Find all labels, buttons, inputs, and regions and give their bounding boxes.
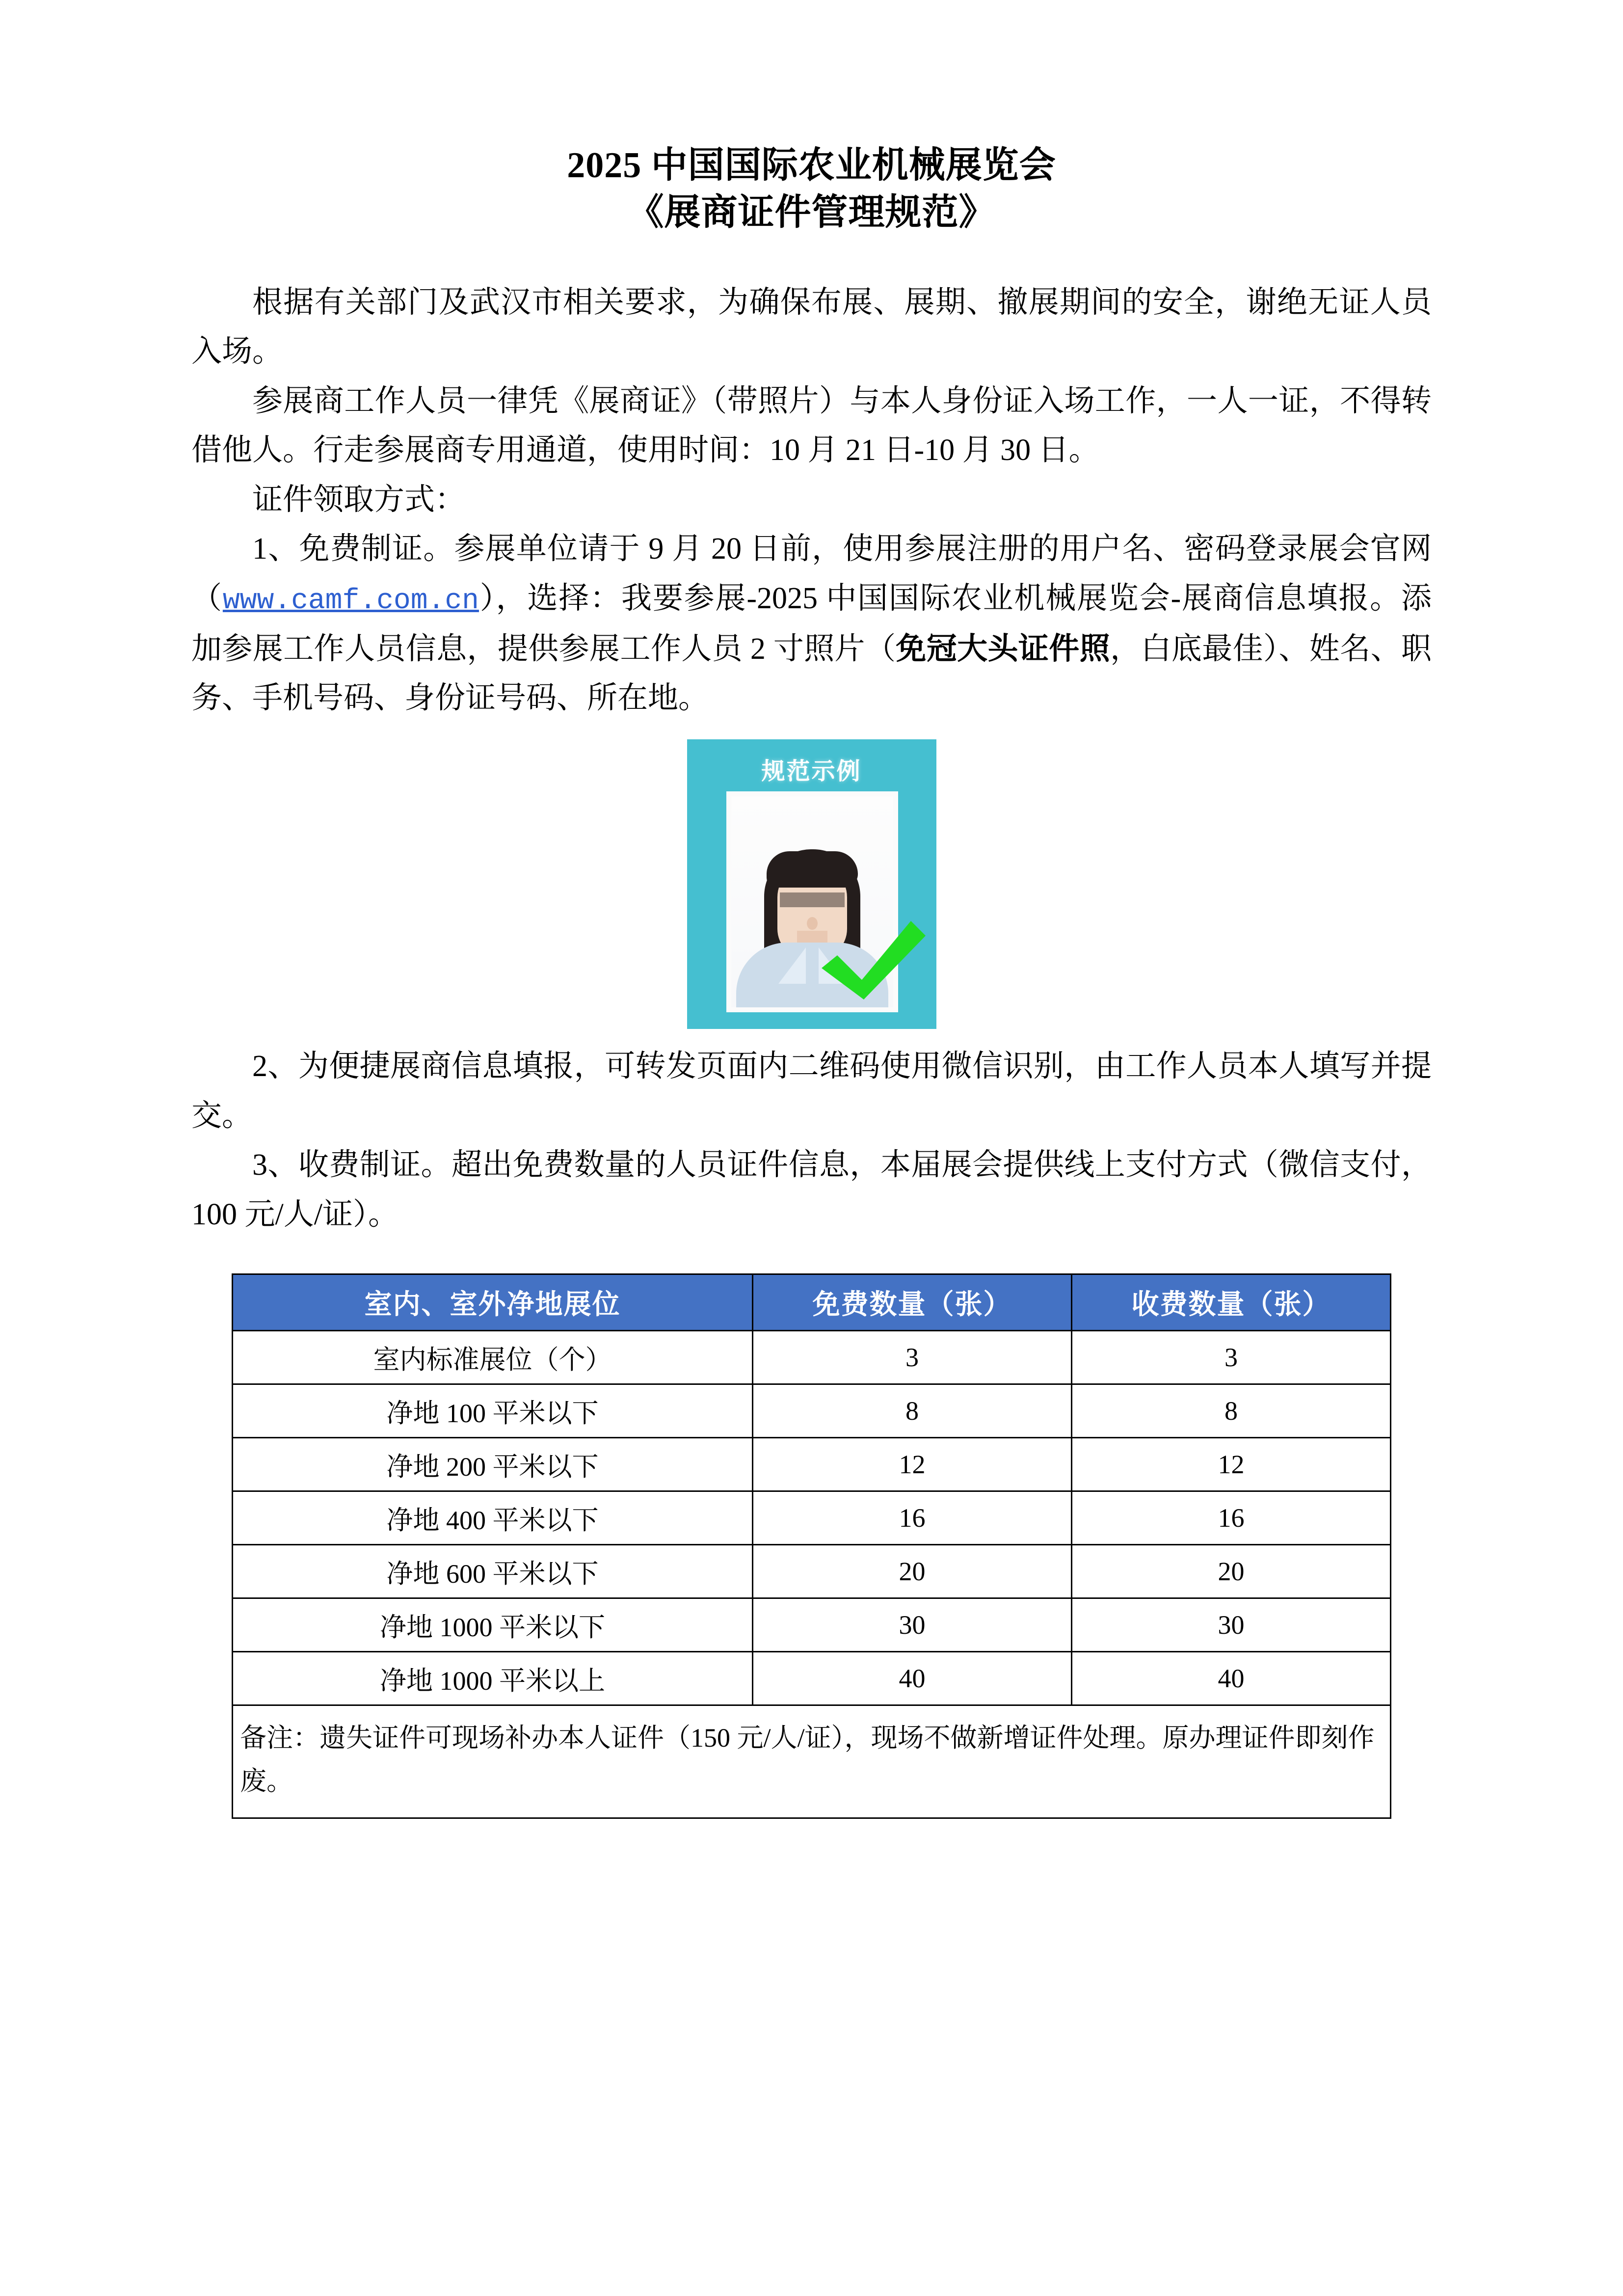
portrait-eye-redaction-bar <box>780 892 845 907</box>
list-item-paid-badge: 3、收费制证。超出免费数量的人员证件信息，本届展会提供线上支付方式（微信支付，100 元/人/证）。 <box>191 1148 1432 1231</box>
cell-booth-type: 净地 1000 平米以上 <box>233 1652 753 1705</box>
free-badge-text-emphasis: 免冠大头证件照 <box>896 632 1111 666</box>
table-row <box>233 1491 1391 1545</box>
table-note: 备注：遗失证件可现场补办本人证件（150 元/人/证），现场不做新增证件处理。原办理证件即刻作废。 <box>233 1705 1391 1818</box>
cell-free-count: 16 <box>753 1491 1072 1545</box>
column-header-paid-count: 收费数量（张） <box>1072 1274 1391 1331</box>
table-note-row <box>233 1705 1391 1818</box>
table-row <box>233 1331 1391 1384</box>
cell-booth-type: 室内标准展位（个） <box>233 1331 753 1384</box>
table-row <box>233 1598 1391 1652</box>
free-badge-text-part-1: 1、免费制证。参展单位请于 9 月 20 日前，使用参展注册的用户名、密码登录展会官网（ <box>191 532 1432 615</box>
free-badge-text-part-3: ，白底最佳）、姓名、职务、手机号码、身份证号码、所在地。 <box>191 632 1432 715</box>
official-website-link[interactable]: www.camf.com.cn <box>222 585 479 617</box>
badge-quota-table <box>232 1273 1391 1819</box>
table-header-row <box>233 1274 1391 1331</box>
column-header-booth-type: 室内、室外净地展位 <box>233 1274 753 1331</box>
column-header-free-count: 免费数量（张） <box>753 1274 1072 1331</box>
page-title: 2025 中国国际农业机械展览会 <box>567 145 1056 186</box>
page-subtitle: 《展商证件管理规范》 <box>627 192 996 233</box>
cell-free-count: 20 <box>753 1545 1072 1598</box>
table-row <box>233 1384 1391 1438</box>
cell-free-count: 40 <box>753 1652 1072 1705</box>
paragraph-intro: 根据有关部门及武汉市相关要求，为确保布展、展期、撤展期间的安全，谢绝无证人员入场。 <box>191 286 1432 369</box>
cell-booth-type: 净地 400 平米以下 <box>233 1491 753 1545</box>
cell-paid-count: 12 <box>1072 1438 1391 1491</box>
cell-paid-count: 3 <box>1072 1331 1391 1384</box>
portrait-collar-left-shape <box>778 947 806 984</box>
table-row <box>233 1438 1391 1491</box>
cell-paid-count: 30 <box>1072 1598 1391 1652</box>
sample-photo-caption: 规范示例 <box>761 758 862 785</box>
list-item-free-badge <box>191 524 1432 723</box>
cell-booth-type: 净地 200 平米以下 <box>233 1438 753 1491</box>
sample-photo-figure <box>191 739 1432 1029</box>
cell-booth-type: 净地 600 平米以下 <box>233 1545 753 1598</box>
list-item-qr-code: 2、为便捷展商信息填报，可转发页面内二维码使用微信识别，由工作人员本人填写并提交。 <box>191 1050 1432 1133</box>
green-check-icon <box>815 910 928 1003</box>
table-row <box>233 1652 1391 1705</box>
cell-paid-count: 16 <box>1072 1491 1391 1545</box>
cell-booth-type: 净地 100 平米以下 <box>233 1384 753 1438</box>
cell-paid-count: 8 <box>1072 1384 1391 1438</box>
cell-paid-count: 40 <box>1072 1652 1391 1705</box>
table-row <box>233 1545 1391 1598</box>
cell-paid-count: 20 <box>1072 1545 1391 1598</box>
paragraph-badge-rules: 参展商工作人员一律凭《展商证》（带照片）与本人身份证入场工作，一人一证，不得转借他人。行走参展商专用通道，使用时间：10 月 21 日-10 月 30 日。 <box>191 384 1432 467</box>
table-body <box>233 1331 1391 1818</box>
portrait-fringe-shape <box>767 851 858 888</box>
free-badge-text-part-2: ），选择：我要参展-2025 中国国际农业机械展览会-展商信息填报。添加参展工作人员信息，提供参展工作人员 2 寸照片（ <box>191 581 1432 666</box>
paragraph-collection-methods-heading: 证件领取方式： <box>252 483 466 516</box>
cell-booth-type: 净地 1000 平米以下 <box>233 1598 753 1652</box>
cell-free-count: 30 <box>753 1598 1072 1652</box>
cell-free-count: 8 <box>753 1384 1072 1438</box>
cell-free-count: 12 <box>753 1438 1072 1491</box>
cell-free-count: 3 <box>753 1331 1072 1384</box>
sample-photo-card <box>687 739 936 1029</box>
